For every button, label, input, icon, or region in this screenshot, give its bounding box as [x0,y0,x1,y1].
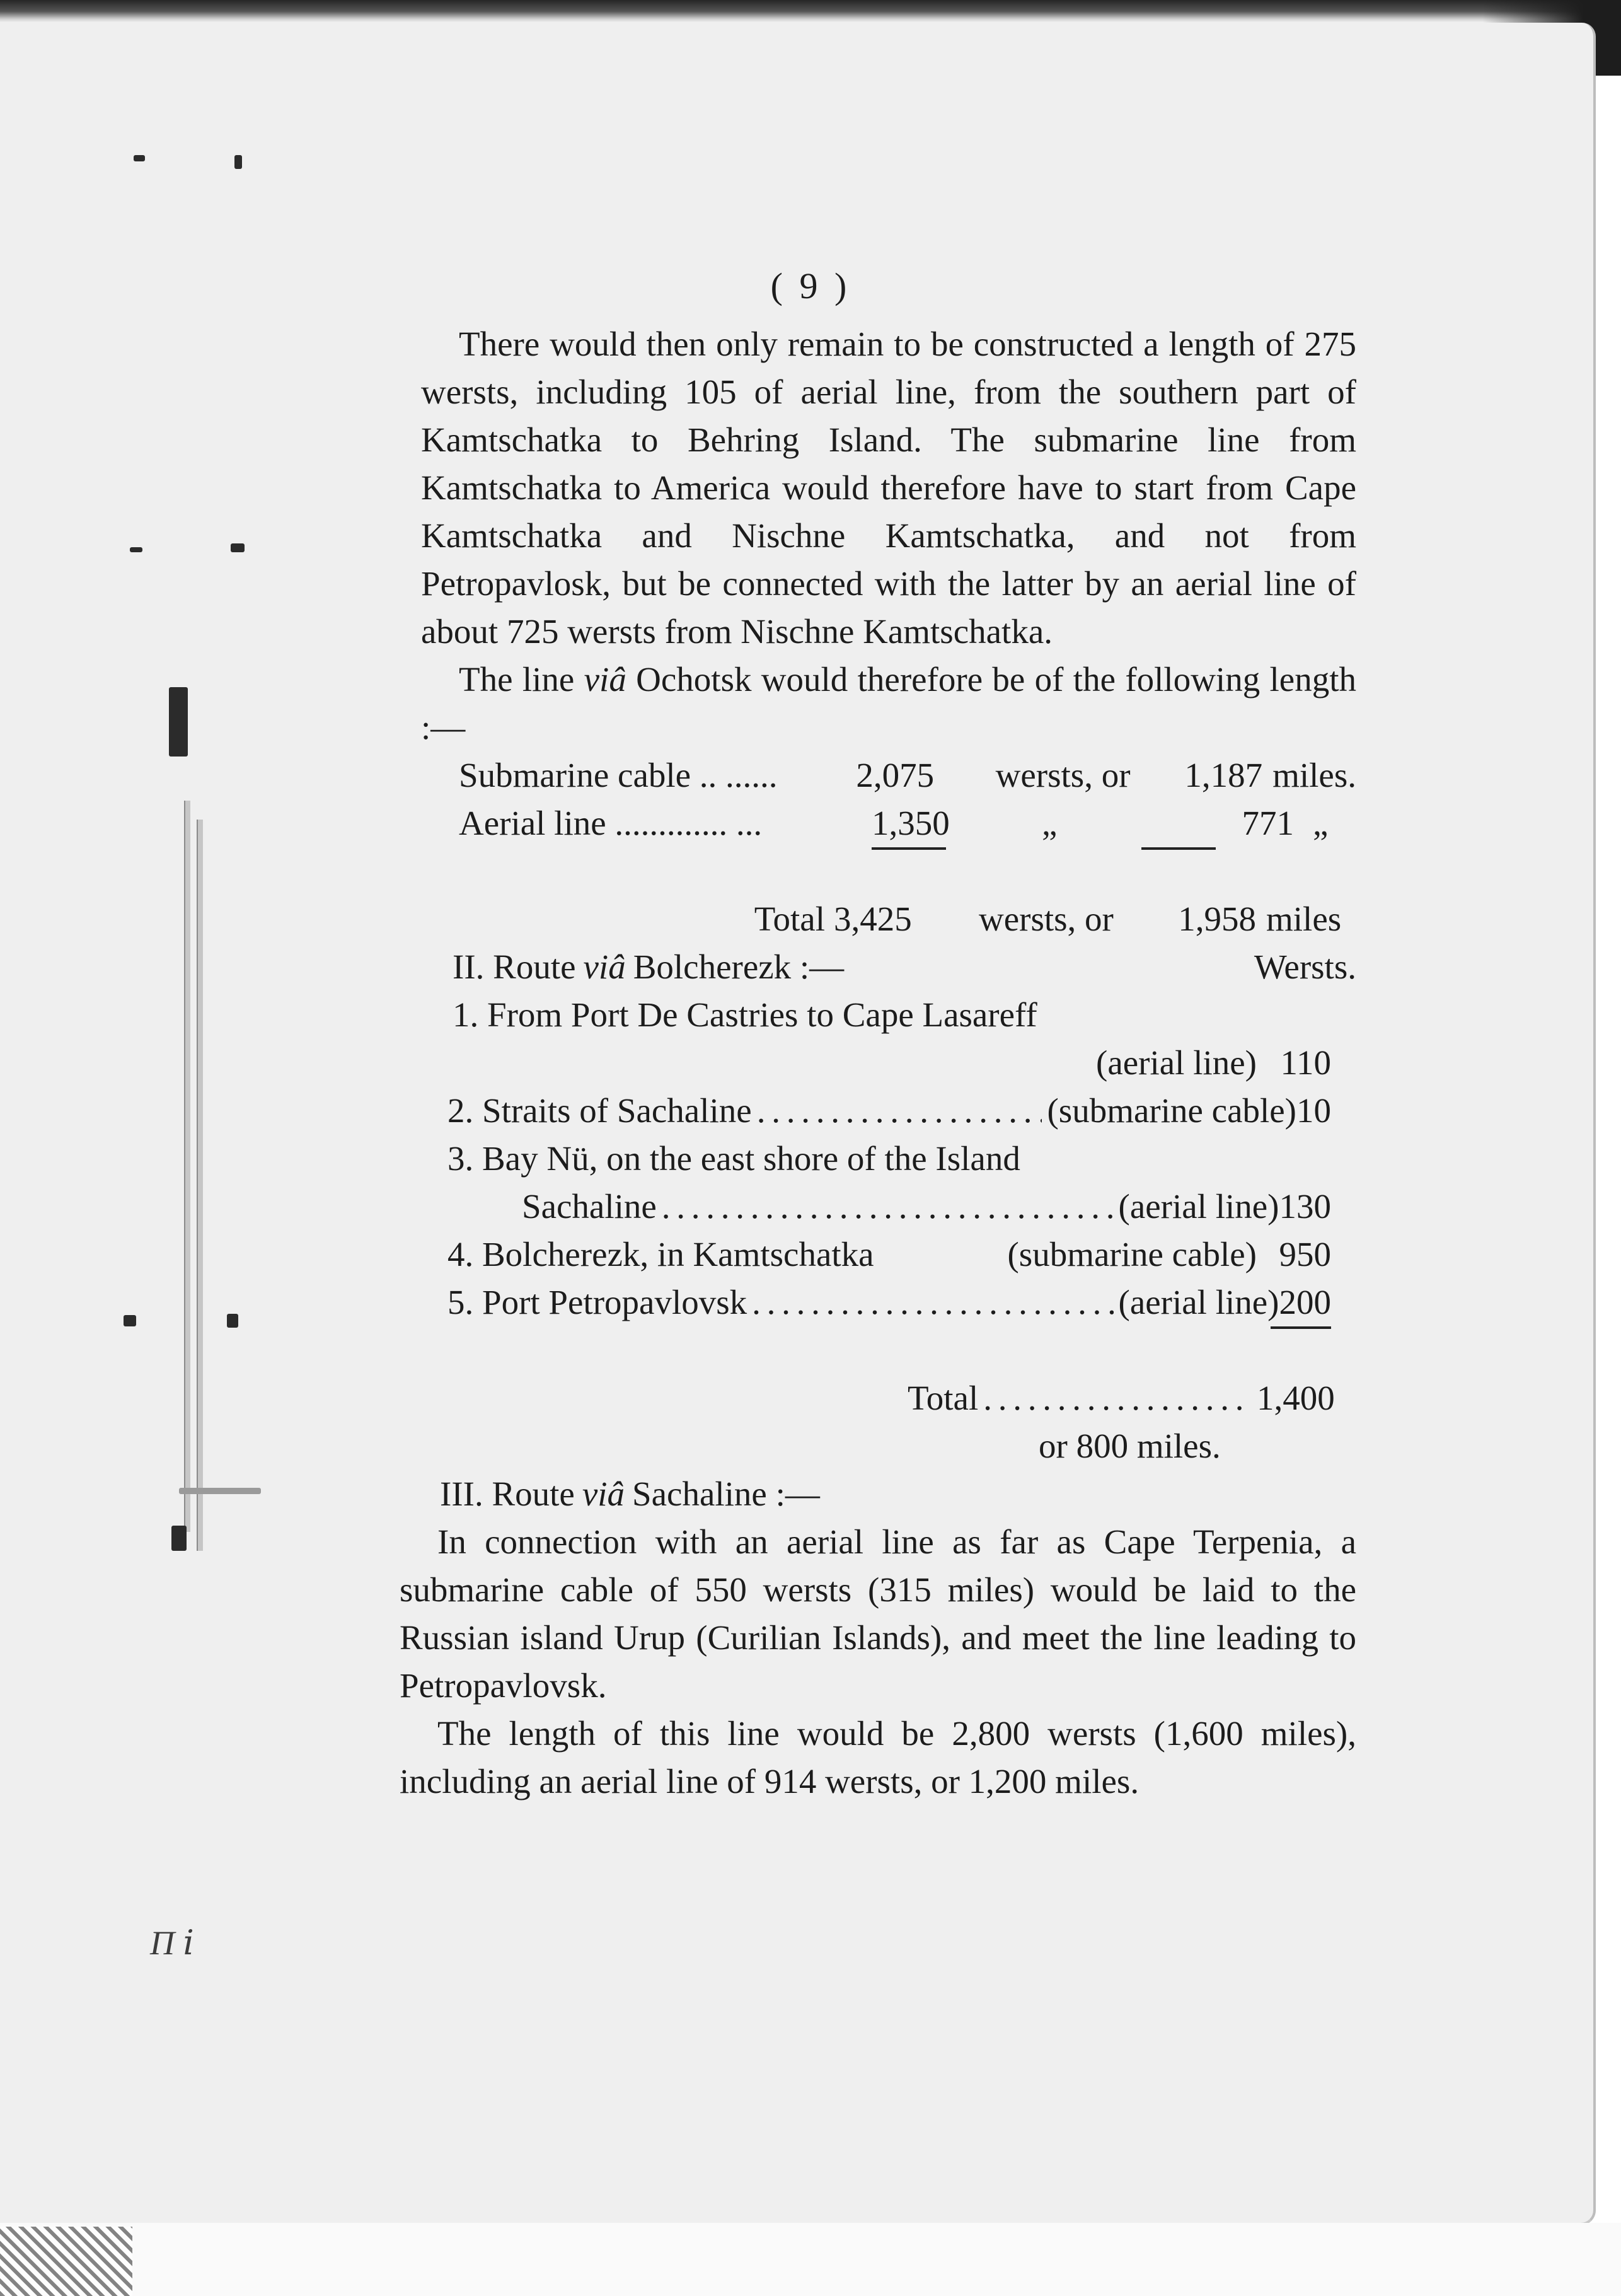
route2-heading-text: II. Route [453,948,576,986]
row-miles-unit: „ [1313,804,1329,842]
ochotsk-intro-text: The line [459,660,584,699]
sum-rule-wersts [872,847,946,850]
route3-paragraph-1: In connection with an aerial line as far as Cape Terpenia, a submarine cable of 550 wersts (315 miles) would be laid to the Russian island Urup (Curilian Islands), and meet the line leading to Petropavlovsk. [400,1522,1356,1705]
item-wersts: 10 [1296,1091,1331,1130]
total-wersts: 1,400 [1257,1379,1335,1417]
total-miles: 1,958 [1178,900,1256,938]
margin-tick-1 [134,155,145,161]
stitch-mark [179,1488,261,1494]
route2-total [421,1374,1356,1422]
scan-bottom-edge [0,2223,1621,2296]
binding-thread-right [197,820,203,1551]
row-miles: 771 [1242,804,1294,842]
route2-item-2 [421,1087,1356,1135]
route2-heading [421,943,1356,991]
row-unit: wersts, or [995,756,1131,794]
route2-item-3-line2 [421,1183,1356,1231]
route2-heading-text-end: Bolcherezk :— [633,948,845,986]
margin-tick-3 [130,547,142,552]
item-wersts: 110 [1280,1043,1331,1082]
item-type: (aerial line) [1096,1043,1257,1082]
item-wersts: 130 [1279,1187,1331,1226]
item-wersts: 200 [1279,1283,1331,1321]
ochotsk-rules [421,847,1356,895]
leader-dots [983,1374,1252,1422]
route2-total-miles [421,1422,1356,1470]
stitch-mark-lower [171,1526,187,1551]
item-text: 2. Straits of Sachaline [447,1091,752,1130]
scan-top-edge [0,0,1621,24]
total-unit: wersts, or [979,900,1114,938]
item-type: (submarine cable) [1007,1235,1257,1273]
row-miles: 1,187 [1184,756,1263,794]
margin-tick-2 [234,155,242,169]
margin-tick-6 [227,1314,238,1328]
route3-paragraph-2: The length of this line would be 2,800 wersts (1,600 miles), including an aerial line of 914 wersts, or 1,200 miles. [400,1714,1356,1800]
route3-heading-text: III. Route [440,1475,575,1513]
sum-rule [1271,1326,1331,1329]
leader-dots [757,1087,1042,1135]
binding-mark-top [169,687,188,757]
row-label: Aerial line ............. ... [459,804,763,842]
total-miles-unit: miles [1266,900,1342,938]
route3-heading [421,1470,1356,1518]
page-number: ( 9 ) [770,265,851,306]
leader-dots [752,1278,1113,1326]
route2-item-1-line1 [421,991,1356,1039]
route3-heading-text-end: Sachaline :— [632,1475,820,1513]
item-wersts: 950 [1279,1235,1331,1273]
ochotsk-row-cable [421,751,1356,799]
total-miles: or 800 miles. [1039,1427,1221,1465]
intro-paragraph: There would then only remain to be constructed a length of 275 wersts, including 105 of aerial line, from the southern part of Kamtschatka to Behring Island. The submarine line from Kamtschatka to America would therefore have to start from Cape Kamtschatka and Nischne Kamtschatka, and not from Petropavlosk, but be connected with the latter by an aerial line of about 725 wersts from Nischne Kamtschatka. [421,325,1356,651]
route2-item-3-line1 [421,1135,1356,1183]
item-text: 5. Port Petropavlovsk [447,1283,747,1321]
item-text: Sachaline [522,1187,657,1226]
route2-item-5 [421,1278,1356,1326]
item-type: (aerial line) [1118,1283,1279,1321]
ochotsk-intro-text-end: Ochotsk would therefore be of the following length :— [421,660,1357,746]
ochotsk-total [421,895,1356,943]
margin-tick-5 [124,1315,136,1326]
total-wersts: 3,425 [834,900,912,938]
margin-tick-4 [231,543,245,552]
row-miles-unit: miles. [1272,756,1356,794]
wersts-column-header: Wersts. [1254,948,1356,986]
route2-item-4 [421,1231,1356,1278]
scan-speckle [0,2227,132,2296]
leader-dots [662,1183,1114,1231]
page-body [400,320,1357,1806]
binding-thread-left [184,801,190,1532]
item-type: (aerial line) [1118,1187,1279,1226]
item-text: 4. Bolcherezk, in Kamtschatka [447,1235,874,1273]
total-label: Total [754,900,825,938]
item-text: 1. From Port De Castries to Cape Lasareff [453,995,1037,1034]
route2-item-1-line2 [421,1039,1356,1087]
route2-heading-italic: viâ [583,948,626,986]
row-label: Submarine cable .. ...... [459,756,778,794]
ochotsk-row-aerial [421,799,1356,847]
total-label: Total [908,1379,979,1417]
ochotsk-intro-italic: viâ [584,660,626,699]
route2-rule [421,1326,1356,1374]
row-wersts: 2,075 [856,756,935,794]
row-unit: „ [1042,804,1058,842]
route3-heading-italic: viâ [582,1475,625,1513]
row-wersts: 1,350 [872,804,950,842]
sum-rule-miles [1141,847,1216,850]
ochotsk-intro [421,656,1356,751]
marginalia-mark: Π 𝑖 [150,1924,194,1962]
item-type: (submarine cable) [1047,1091,1296,1130]
item-text: 3. Bay Nü, on the east shore of the Island [447,1139,1020,1178]
